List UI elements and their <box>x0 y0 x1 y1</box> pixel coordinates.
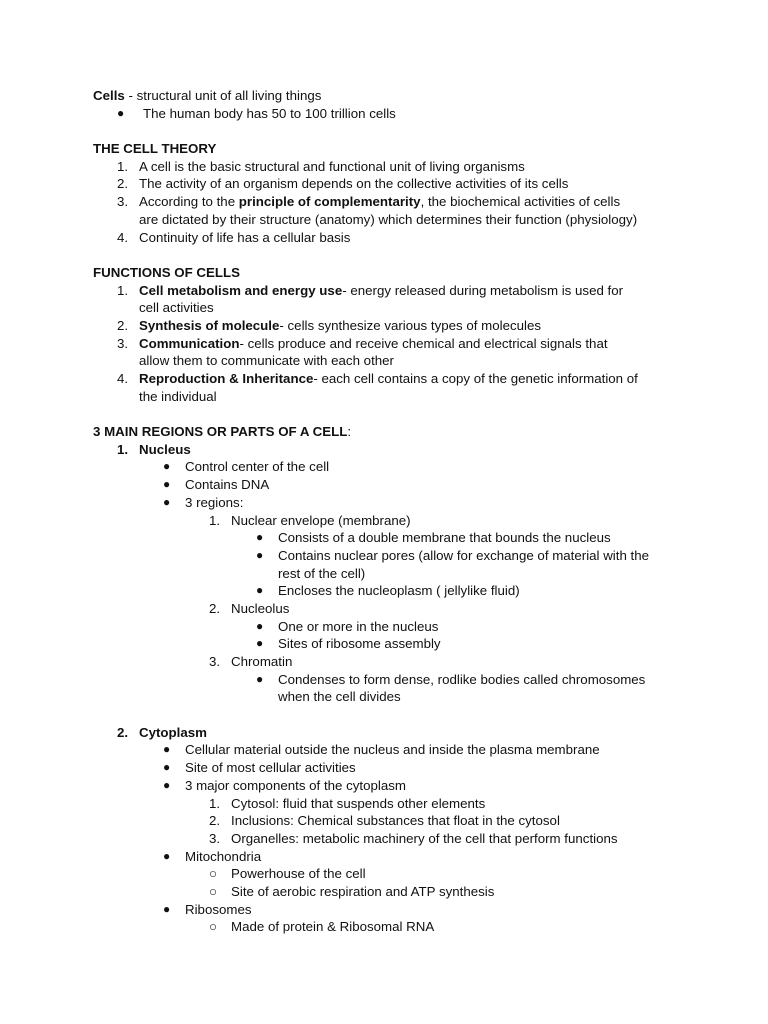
bullet-icon: ● <box>163 742 171 757</box>
list-item: 2. Nucleolus <box>209 600 290 616</box>
bullet-icon: ● <box>163 760 171 775</box>
bullet-icon: ● <box>256 583 264 598</box>
cytoplasm-title: 2. Cytoplasm <box>117 724 207 740</box>
bullet-icon: ● <box>256 671 264 686</box>
document-page <box>0 87 768 936</box>
list-item-continuation: cell activities <box>139 300 214 316</box>
list-item-continuation: allow them to communicate with each other <box>139 353 394 369</box>
cell-theory-heading: THE CELL THEORY <box>93 141 217 157</box>
list-item: 1. A cell is the basic structural and functional unit of living organisms <box>117 158 525 174</box>
list-item: ● 3 major components of the cytoplasm <box>163 777 406 793</box>
list-item: 2. Synthesis of molecule- cells synthesize various types of molecules <box>117 317 542 333</box>
list-item: 3. Chromatin <box>209 654 293 669</box>
list-item: 3. Organelles: metabolic machinery of the cell that perform functions <box>209 830 618 846</box>
list-item: 1. Nuclear envelope (membrane) <box>209 512 411 528</box>
list-item-continuation: the individual <box>139 388 217 404</box>
intro-term: Cells <box>93 88 125 103</box>
list-item: 1. Cell metabolism and energy use- energy released during metabolism is used for <box>117 282 624 298</box>
bullet-icon: ● <box>256 618 264 633</box>
list-item-continuation: are dictated by their structure (anatomy) which determines their function (physiology) <box>139 211 638 227</box>
bullet-icon: ● <box>256 530 264 545</box>
list-item: 4. Reproduction & Inheritance- each cell contains a copy of the genetic information of <box>117 371 638 386</box>
list-item-continuation: when the cell divides <box>278 689 401 705</box>
list-item: ● Cellular material outside the nucleus and inside the plasma membrane <box>163 742 600 758</box>
intro-bullet-text: The human body has 50 to 100 trillion cells <box>143 105 396 121</box>
list-item: 2. The activity of an organism depends on the collective activities of its cells <box>117 176 569 192</box>
list-item: 3. According to the principle of complementarity, the biochemical activities of cells <box>117 194 621 210</box>
bullet-icon: ● <box>163 777 171 792</box>
bullet-icon: ● <box>163 848 171 863</box>
list-item: ● Encloses the nucleoplasm ( jellylike fluid) <box>256 583 520 599</box>
list-item: 4. Continuity of life has a cellular basis <box>117 229 351 245</box>
bullet-icon: ● <box>163 477 171 492</box>
intro-line <box>0 87 768 105</box>
list-item: ● Condenses to form dense, rodlike bodies called chromosomes <box>256 671 646 687</box>
functions-heading: FUNCTIONS OF CELLS <box>93 264 240 280</box>
intro-definition: - structural unit of all living things <box>124 88 322 103</box>
list-item: ○ Site of aerobic respiration and ATP synthesis <box>209 883 495 899</box>
bullet-icon: ● <box>256 547 264 562</box>
list-item: ● One or more in the nucleus <box>256 618 439 634</box>
list-item: ● Consists of a double membrane that bounds the nucleus <box>256 530 611 546</box>
list-item: ● Contains DNA <box>163 477 270 493</box>
list-item: ● Site of most cellular activities <box>163 760 356 776</box>
list-item-continuation: rest of the cell) <box>278 565 366 581</box>
list-item: ○ Made of protein & Ribosomal RNA <box>209 919 435 935</box>
bullet-icon: ● <box>163 494 171 509</box>
nucleus-title: 1. Nucleus <box>117 441 191 457</box>
list-item: ● Mitochondria <box>163 848 262 864</box>
bullet-icon: ● <box>163 901 171 916</box>
regions-heading: 3 MAIN REGIONS OR PARTS OF A CELL: <box>93 424 352 440</box>
list-item: 3. Communication- cells produce and receive chemical and electrical signals that <box>117 335 608 351</box>
circle-bullet-icon: ○ <box>209 866 218 882</box>
bullet-icon: ● <box>256 636 264 651</box>
bullet-icon: ● <box>163 459 171 474</box>
list-item: 1. Cytosol: fluid that suspends other elements <box>209 795 486 811</box>
circle-bullet-icon: ○ <box>209 883 218 899</box>
list-item: ● Control center of the cell <box>163 459 330 475</box>
intro-bullet <box>0 105 768 123</box>
list-item: 2. Inclusions: Chemical substances that float in the cytosol <box>209 813 560 829</box>
list-item: ● Contains nuclear pores (allow for exchange of material with the <box>256 547 650 563</box>
list-item: ● Sites of ribosome assembly <box>256 636 441 652</box>
list-item: ○ Powerhouse of the cell <box>209 866 366 882</box>
list-item: ● 3 regions: <box>163 494 244 510</box>
circle-bullet-icon: ○ <box>209 919 218 935</box>
bullet-icon: ● <box>117 105 125 120</box>
list-item: ● Ribosomes <box>163 901 252 917</box>
